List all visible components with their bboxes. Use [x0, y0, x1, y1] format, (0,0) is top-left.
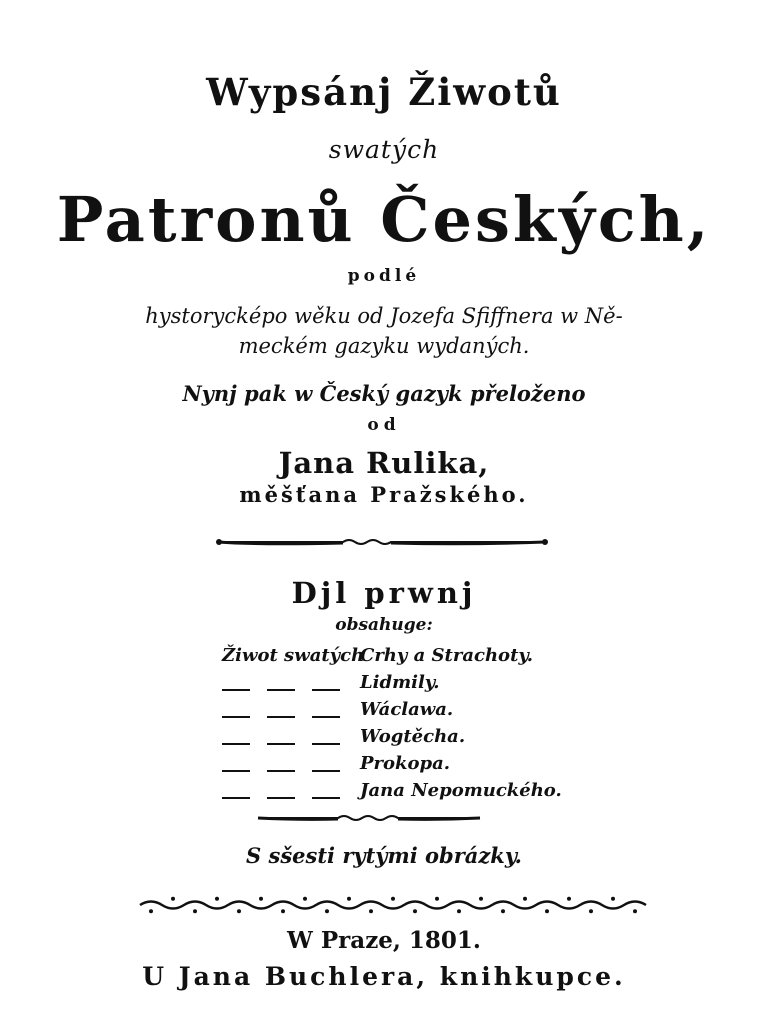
- contents-lead: Žiwot swatých: [222, 645, 365, 666]
- contents-row: [222, 780, 562, 807]
- ditto-dashes: [222, 672, 362, 693]
- od-text: od: [367, 415, 401, 435]
- ditto-dashes: [222, 726, 362, 747]
- ornament-dot: [259, 897, 263, 901]
- ornament-dot: [281, 909, 285, 913]
- description-line-1: hystorycképo wěku od Jozefa Sfiffnera w Ně-: [145, 304, 623, 328]
- ornament-dot: [303, 897, 307, 901]
- contents-row: [222, 672, 562, 699]
- translation-note: Nynj pak w Český gazyk přeloženo: [182, 381, 586, 406]
- podle-text: podlé: [347, 266, 421, 286]
- contents-item: Wogtěcha.: [360, 726, 466, 747]
- title-line-2: swatých: [328, 135, 440, 164]
- translator-title: měšťana Pražského.: [239, 482, 529, 507]
- ornament-dot: [501, 909, 505, 913]
- title-line-1: Wypsánj Žiwotů: [206, 70, 562, 114]
- ornament-dot: [369, 909, 373, 913]
- contents-row: [222, 699, 562, 726]
- contents-row: [222, 645, 562, 672]
- ornament-dot: [457, 909, 461, 913]
- ornament-dot: [193, 909, 197, 913]
- divider-rule-top: [0, 530, 768, 554]
- contents-item: Lidmily.: [360, 672, 440, 693]
- ornament-dot: [435, 897, 439, 901]
- volume-heading: Djl prwnj: [291, 576, 477, 610]
- contains-label: obsahuge:: [335, 615, 433, 635]
- ornament-dot: [523, 897, 527, 901]
- ornament-dot: [215, 897, 219, 901]
- ornament-dot: [633, 909, 637, 913]
- ornament-dot: [589, 909, 593, 913]
- ditto-dashes: [222, 753, 362, 774]
- ornamental-border: [0, 890, 768, 920]
- illustrations-note: S sšesti rytými obrázky.: [246, 843, 522, 868]
- contents-item: Wáclawa.: [360, 699, 454, 720]
- contents-row: [222, 726, 562, 753]
- contents-list: [222, 645, 562, 807]
- translator-name: Jana Rulika,: [278, 446, 490, 480]
- contents-item: Crhy a Strachoty.: [360, 645, 534, 666]
- ornament-dot: [479, 897, 483, 901]
- ornament-dot: [413, 909, 417, 913]
- ditto-dashes: [222, 699, 362, 720]
- contents-item: Prokopa.: [360, 753, 451, 774]
- title-line-3: Patronů Českých,: [56, 183, 712, 256]
- imprint-place-year: W Praze, 1801.: [287, 927, 481, 954]
- contents-row: [222, 753, 562, 780]
- ornament-dot: [347, 897, 351, 901]
- ornament-dot: [567, 897, 571, 901]
- ornament-dot: [149, 909, 153, 913]
- contents-item: Jana Nepomuckého.: [360, 780, 562, 801]
- imprint-printer: U Jana Buchlera, knihkupce.: [142, 962, 626, 991]
- description-line-2: meckém gazyku wydaných.: [238, 334, 530, 358]
- ornament-dot: [237, 909, 241, 913]
- ornament-dot: [545, 909, 549, 913]
- divider-rule-middle: [0, 808, 768, 828]
- ornament-dot: [611, 897, 615, 901]
- ornament-dot: [391, 897, 395, 901]
- ornament-dot: [171, 897, 175, 901]
- ditto-dashes: [222, 780, 362, 801]
- ornament-dot: [325, 909, 329, 913]
